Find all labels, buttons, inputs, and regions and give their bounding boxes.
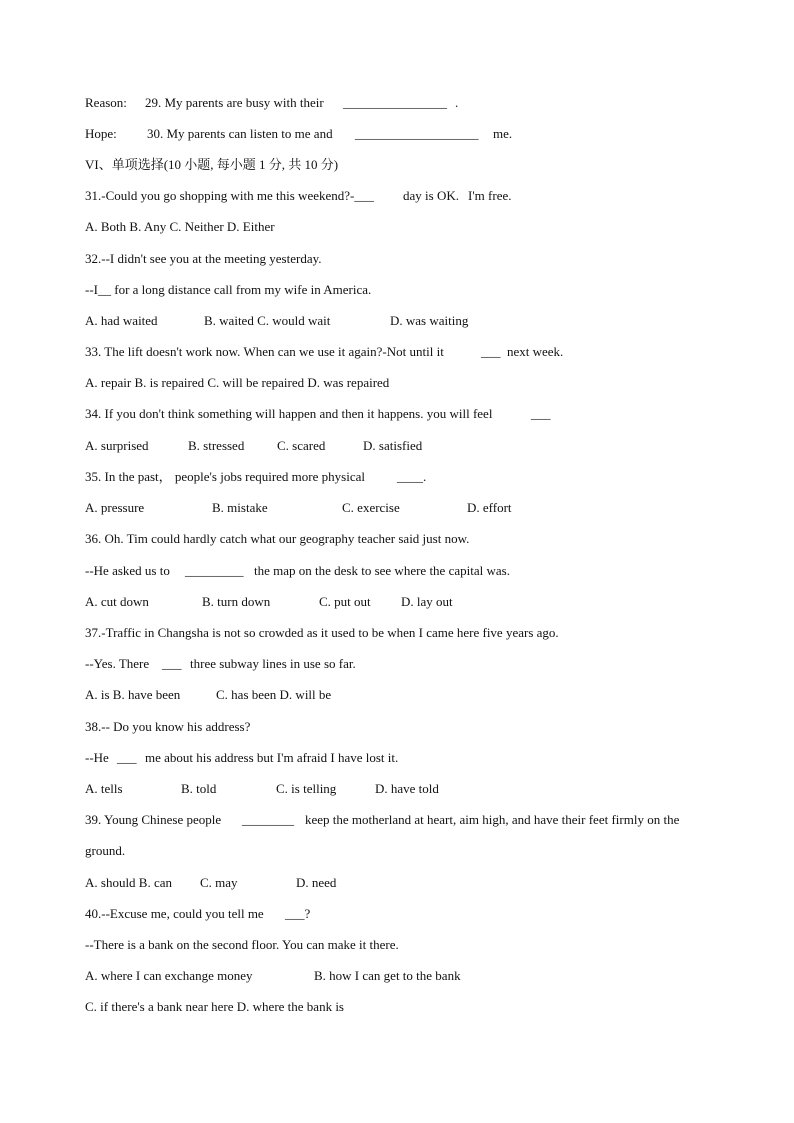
q37-option-cd: C. has been D. will be (216, 687, 332, 702)
q29-text: 29. My parents are busy with their (145, 95, 324, 110)
question-35-stem (85, 467, 427, 487)
question-40-stem2: --There is a bank on the second floor. You can make it there. (85, 937, 399, 952)
q39-option-c: C. may (200, 875, 238, 890)
q35-blank[interactable]: ____. (397, 469, 427, 484)
question-40-options-cd: C. if there's a bank near here D. where the bank is (85, 999, 344, 1014)
q37-stem2-b: three subway lines in use so far. (190, 656, 356, 671)
q30-label: Hope: (85, 126, 117, 141)
q30-blank[interactable]: ___________________ (355, 126, 479, 141)
q36-option-c: C. put out (319, 594, 371, 609)
question-31-stem (85, 186, 512, 206)
question-30-line (85, 124, 513, 144)
question-39-options (85, 873, 337, 893)
q38-option-a: A. tells (85, 781, 123, 796)
q40-blank[interactable]: ___? (285, 906, 311, 921)
q38-stem2-b: me about his address but I'm afraid I have lost it. (145, 750, 399, 765)
q32-option-a: A. had waited (85, 313, 158, 328)
q36-blank[interactable]: _________ (185, 563, 244, 578)
q38-option-d: D. have told (375, 781, 439, 796)
question-34-stem (85, 404, 551, 424)
q38-stem2-a: --He (85, 750, 109, 765)
q31-stem-b: day is OK. (403, 188, 459, 203)
q37-stem2-a: --Yes. There (85, 656, 150, 671)
q39-option-ab: A. should B. can (85, 875, 173, 890)
q32-option-bc: B. waited C. would wait (204, 313, 331, 328)
q33-blank[interactable]: ___ (481, 344, 501, 359)
question-32-stem1: 32.--I didn't see you at the meeting yesterday. (85, 251, 322, 266)
q35-option-c: C. exercise (342, 500, 400, 515)
question-33-stem (85, 342, 564, 362)
q36-stem2-b: the map on the desk to see where the capital was. (254, 563, 510, 578)
question-29-line (85, 93, 459, 113)
q31-stem-a: 31.-Could you go shopping with me this weekend?-___ (85, 188, 374, 203)
q29-label: Reason: (85, 95, 127, 110)
question-32-stem2: --I__ for a long distance call from my wife in America. (85, 282, 372, 297)
question-36-options (85, 592, 453, 612)
q40-option-a: A. where I can exchange money (85, 968, 253, 983)
question-40-options-ab (85, 966, 461, 986)
q29-end: . (455, 95, 459, 110)
question-38-stem1: 38.-- Do you know his address? (85, 719, 251, 734)
q30-text: 30. My parents can listen to me and (147, 126, 333, 141)
question-37-stem2 (85, 654, 356, 674)
q38-option-b: B. told (181, 781, 217, 796)
q36-option-d: D. lay out (401, 594, 453, 609)
q36-stem2-a: --He asked us to (85, 563, 170, 578)
q37-blank[interactable]: ___ (162, 656, 182, 671)
q31-stem-c: I'm free. (468, 188, 512, 203)
question-38-stem2 (85, 748, 399, 768)
q34-option-c: C. scared (277, 438, 326, 453)
q33-stem-b: next week. (507, 344, 564, 359)
question-33-options: A. repair B. is repaired C. will be repaired D. was repaired (85, 375, 390, 390)
section-heading: VI、单项选择(10 小题, 每小题 1 分, 共 10 分) (85, 157, 339, 172)
q34-blank[interactable]: ___ (531, 406, 551, 421)
q34-option-a: A. surprised (85, 438, 149, 453)
q30-end: me. (493, 126, 513, 141)
q35-option-b: B. mistake (212, 500, 268, 515)
question-32-options (85, 311, 469, 331)
q34-stem: 34. If you don't think something will happen and then it happens. you will feel (85, 406, 493, 421)
q37-option-ab: A. is B. have been (85, 687, 181, 702)
q36-option-a: A. cut down (85, 594, 149, 609)
q34-option-b: B. stressed (188, 438, 245, 453)
q34-option-d: D. satisfied (363, 438, 423, 453)
q39-stem-a: 39. Young Chinese people (85, 812, 222, 827)
q29-blank[interactable]: ________________ (343, 95, 447, 110)
question-37-options (85, 685, 332, 705)
q35-option-a: A. pressure (85, 500, 145, 515)
question-39-stem (85, 810, 680, 830)
question-36-stem2 (85, 561, 510, 581)
q32-option-d: D. was waiting (390, 313, 469, 328)
q39-option-d: D. need (296, 875, 337, 890)
question-36-stem1: 36. Oh. Tim could hardly catch what our geography teacher said just now. (85, 531, 470, 546)
q40-option-b: B. how I can get to the bank (314, 968, 461, 983)
question-38-options (85, 779, 439, 799)
question-31-options: A. Both B. Any C. Neither D. Either (85, 219, 275, 234)
question-34-options (85, 436, 423, 456)
question-35-options (85, 498, 512, 518)
q35-stem: 35. In the past， people's jobs required more physical (85, 469, 365, 484)
q38-blank[interactable]: ___ (117, 750, 137, 765)
q35-option-d: D. effort (467, 500, 512, 515)
question-39-stem-cont: ground. (85, 843, 126, 858)
q39-blank[interactable]: ________ (242, 812, 294, 827)
q40-stem-a: 40.--Excuse me, could you tell me (85, 906, 264, 921)
q39-stem-b: keep the motherland at heart, aim high, and have their feet firmly on the (305, 812, 680, 827)
q38-option-c: C. is telling (276, 781, 337, 796)
q33-stem-a: 33. The lift doesn't work now. When can we use it again?-Not until it (85, 344, 444, 359)
question-40-stem (85, 904, 311, 924)
question-37-stem1: 37.-Traffic in Changsha is not so crowded as it used to be when I came here five years ago. (85, 625, 559, 640)
q36-option-b: B. turn down (202, 594, 271, 609)
